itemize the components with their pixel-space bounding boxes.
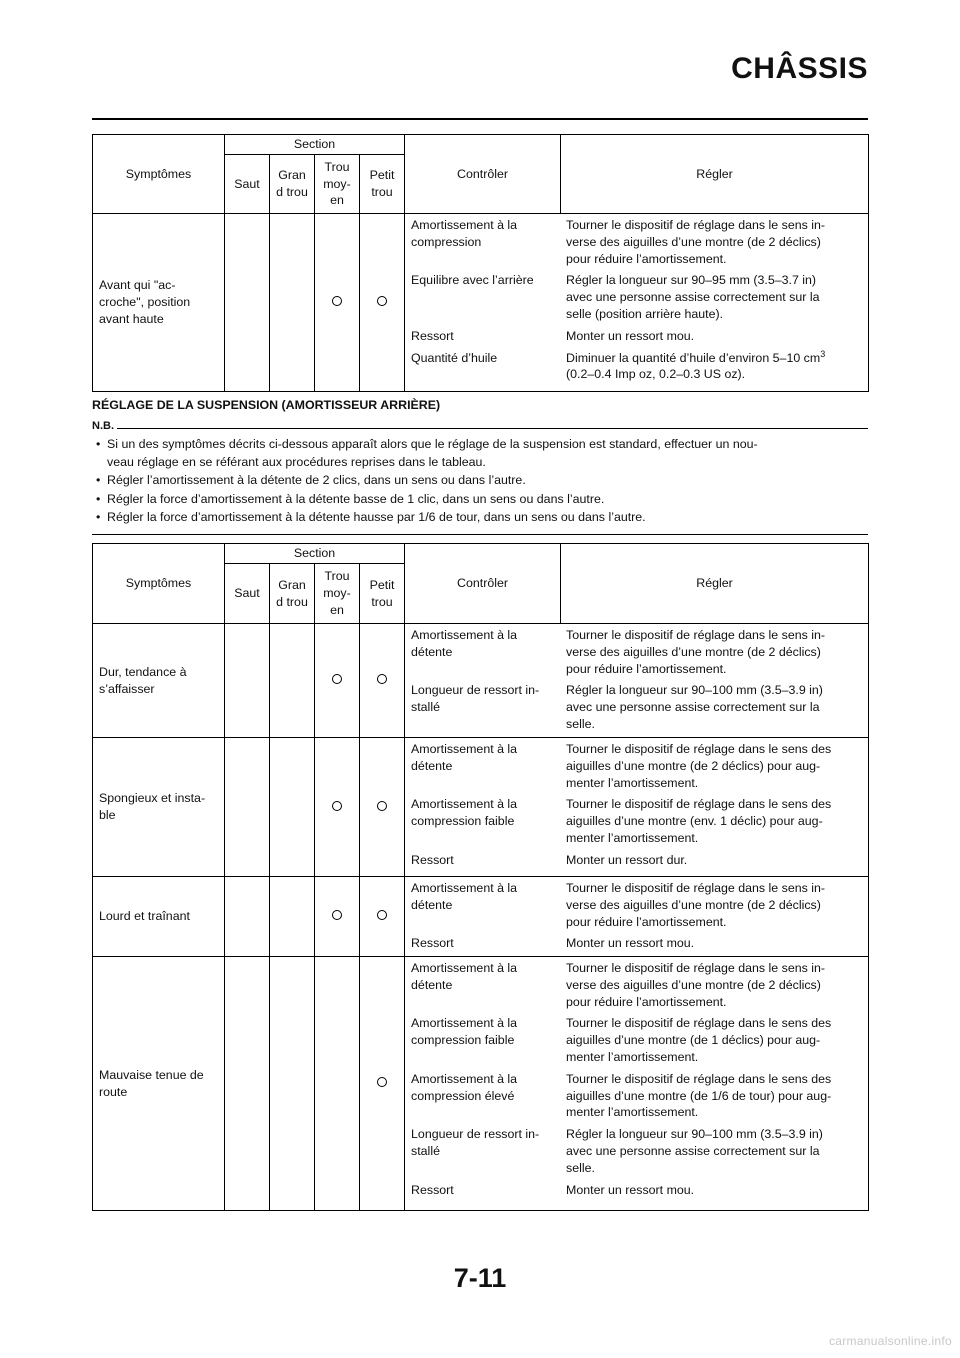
trou-moyen-cell	[315, 738, 360, 877]
grand-trou-cell	[270, 214, 315, 392]
header-controler: Contrôler	[405, 135, 561, 214]
header-section: Section	[225, 135, 405, 155]
adjust-text: Monter un ressort mou.	[566, 936, 695, 951]
note-item: • Si un des symptômes décrits ci-dessous apparaît alors que le réglage de la suspension est standard, effectuer un nou- veau réglage en se référant aux procédures reprises dans le tableau.	[92, 436, 868, 471]
adjust-text: Régler la longueur sur 90–100 mm (3.5–3.9 in) avec une personne assise correctement sur la selle.	[566, 683, 823, 731]
list-item	[405, 960, 868, 1010]
adjust-text-line: Diminuer la quantité d’huile d’environ 5–10 cm	[566, 350, 821, 365]
adjust-text: Régler la longueur sur 90–100 mm (3.5–3.9 in) avec une personne assise correctement sur la selle.	[566, 1127, 823, 1175]
symptom-cell: Avant qui "ac- croche", position avant haute	[93, 214, 225, 392]
check-adjust-cell	[405, 877, 869, 957]
grand-trou-cell	[270, 957, 315, 1211]
table-row	[93, 624, 869, 738]
circle-mark-icon	[377, 910, 387, 920]
header-saut: Saut	[225, 564, 270, 624]
symptom-cell: Mauvaise tenue de route	[93, 957, 225, 1211]
note-item: • Régler la force d’amortissement à la détente basse de 1 clic, dans un sens ou dans l’autre.	[92, 491, 868, 509]
note-block	[92, 420, 868, 535]
header-trou-moyen: Trou moy- en	[315, 155, 360, 214]
adjust-text: Tourner le dispositif de réglage dans le sens in- verse des aiguilles d’une montre (de 2 déclics) pour réduire l’amortissement.	[566, 218, 826, 266]
list-item	[405, 935, 868, 952]
saut-cell	[225, 624, 270, 738]
note-item: • Régler l’amortissement à la détente de 2 clics, dans un sens ou dans l’autre.	[92, 472, 868, 490]
check-text: Ressort	[411, 328, 454, 343]
check-text: Amortissement à la détente	[411, 961, 518, 992]
adjust-text: Tourner le dispositif de réglage dans le sens in- verse des aiguilles d’une montre (de 2 déclics) pour réduire l’amortissement.	[566, 628, 826, 676]
header-grand-trou: Gran d trou	[270, 155, 315, 214]
list-item	[405, 852, 868, 869]
list-item	[405, 880, 868, 930]
header-trou-moyen: Trou moy- en	[315, 564, 360, 624]
list-item	[405, 796, 868, 846]
section-heading: RÉGLAGE DE LA SUSPENSION (AMORTISSEUR ARRIÈRE)	[92, 398, 441, 412]
page-number: 7-11	[453, 1263, 507, 1293]
adjust-text: Tourner le dispositif de réglage dans le sens des aiguilles d’une montre (de 1/6 de tour) pour aug- menter l’amortissement.	[566, 1071, 832, 1120]
list-item	[405, 350, 868, 384]
list-item	[405, 1182, 868, 1199]
trou-moyen-cell	[315, 624, 360, 738]
list-item	[405, 217, 868, 267]
superscript: 3	[820, 348, 826, 359]
check-adjust-cell	[405, 957, 869, 1211]
check-text: Amortissement à la compression	[411, 218, 518, 249]
saut-cell	[225, 877, 270, 957]
table-row	[93, 877, 869, 957]
check-text: Amortissement à la détente	[411, 742, 518, 773]
adjust-text: Tourner le dispositif de réglage dans le sens des aiguilles d’une montre (de 1 déclics) pour aug- menter l’amortissement.	[566, 1016, 832, 1064]
circle-mark-icon	[377, 1077, 387, 1087]
check-text: Equilibre avec l’arrière	[411, 273, 534, 288]
adjust-text	[561, 350, 868, 384]
header-petit-trou: Petit trou	[360, 155, 405, 214]
list-item	[405, 1126, 868, 1176]
petit-trou-cell	[360, 877, 405, 957]
divider	[117, 428, 868, 430]
adjust-text: Tourner le dispositif de réglage dans le sens in- verse des aiguilles d’une montre (de 2 déclics) pour réduire l’amortissement.	[566, 961, 826, 1009]
trou-moyen-cell	[315, 877, 360, 957]
header-petit-trou: Petit trou	[360, 564, 405, 624]
grand-trou-cell	[270, 877, 315, 957]
list-item	[405, 682, 868, 732]
check-adjust-cell	[405, 624, 869, 738]
check-text: Ressort	[411, 1182, 454, 1197]
adjust-text: Tourner le dispositif de réglage dans le sens des aiguilles d’une montre (de 2 déclics) pour aug- menter l’amortissement.	[566, 742, 832, 790]
circle-mark-icon	[332, 910, 342, 920]
check-adjust-cell	[405, 738, 869, 877]
petit-trou-cell	[360, 957, 405, 1211]
circle-mark-icon	[332, 801, 342, 811]
page-title: CHÂSSIS	[731, 52, 868, 85]
check-text: Amortissement à la détente	[411, 881, 518, 912]
header-symptomes: Symptômes	[93, 544, 225, 624]
adjust-text-line: (0.2–0.4 Imp oz, 0.2–0.3 US oz).	[566, 367, 746, 382]
check-text: Amortissement à la compression faible	[411, 797, 518, 829]
adjust-text: Monter un ressort mou.	[566, 328, 695, 343]
symptom-cell: Dur, tendance à s’affaisser	[93, 624, 225, 738]
adjust-text: Monter un ressort mou.	[566, 1182, 695, 1197]
rear-suspension-table	[92, 543, 869, 1211]
petit-trou-cell	[360, 624, 405, 738]
list-item	[405, 1071, 868, 1121]
table-row	[93, 738, 869, 877]
check-text: Ressort	[411, 936, 454, 951]
saut-cell	[225, 957, 270, 1211]
grand-trou-cell	[270, 624, 315, 738]
circle-mark-icon	[332, 674, 342, 684]
trou-moyen-cell	[315, 957, 360, 1211]
check-text: Longueur de ressort in- stallé	[411, 683, 540, 715]
adjust-text: Tourner le dispositif de réglage dans le sens in- verse des aiguilles d’une montre (de 2 déclics) pour réduire l’amortissement.	[566, 881, 826, 929]
adjust-text: Monter un ressort dur.	[566, 852, 688, 867]
watermark: carmanualsonline.info	[828, 1334, 952, 1348]
header-regler: Régler	[561, 544, 869, 624]
saut-cell	[225, 214, 270, 392]
circle-mark-icon	[377, 296, 387, 306]
circle-mark-icon	[377, 674, 387, 684]
table-row	[93, 957, 869, 1211]
check-text: Ressort	[411, 852, 454, 867]
grand-trou-cell	[270, 738, 315, 877]
check-text: Amortissement à la détente	[411, 628, 518, 659]
list-item	[405, 1015, 868, 1065]
symptom-cell: Lourd et traînant	[93, 877, 225, 957]
list-item	[405, 328, 868, 345]
trou-moyen-cell	[315, 214, 360, 392]
header-saut: Saut	[225, 155, 270, 214]
adjust-text: Tourner le dispositif de réglage dans le sens des aiguilles d’une montre (env. 1 déclic) pour aug- menter l’amortissement.	[566, 797, 832, 845]
saut-cell	[225, 738, 270, 877]
header-symptomes: Symptômes	[93, 135, 225, 214]
header-controler: Contrôler	[405, 544, 561, 624]
header-grand-trou: Gran d trou	[270, 564, 315, 624]
note-label: N.B.	[92, 420, 114, 432]
divider	[92, 534, 868, 536]
circle-mark-icon	[332, 296, 342, 306]
adjust-text: Régler la longueur sur 90–95 mm (3.5–3.7 in) avec une personne assise correctement sur la selle (position arrière haute).	[566, 273, 820, 321]
front-suspension-table	[92, 134, 869, 392]
list-item	[405, 272, 868, 322]
note-item: • Régler la force d’amortissement à la détente hausse par 1/6 de tour, dans un sens ou dans l’autre.	[92, 509, 868, 527]
list-item	[405, 627, 868, 677]
petit-trou-cell	[360, 738, 405, 877]
symptom-cell: Spongieux et insta- ble	[93, 738, 225, 877]
list-item	[405, 741, 868, 791]
header-rule	[92, 118, 868, 120]
header-regler: Régler	[561, 135, 869, 214]
check-adjust-cell	[405, 214, 869, 392]
check-text: Amortissement à la compression élevé	[411, 1071, 518, 1103]
table-row	[93, 214, 869, 392]
check-text: Amortissement à la compression faible	[411, 1016, 518, 1048]
petit-trou-cell	[360, 214, 405, 392]
circle-mark-icon	[377, 801, 387, 811]
check-text: Longueur de ressort in- stallé	[411, 1127, 540, 1158]
header-section: Section	[225, 544, 405, 564]
check-text: Quantité d’huile	[411, 350, 498, 365]
